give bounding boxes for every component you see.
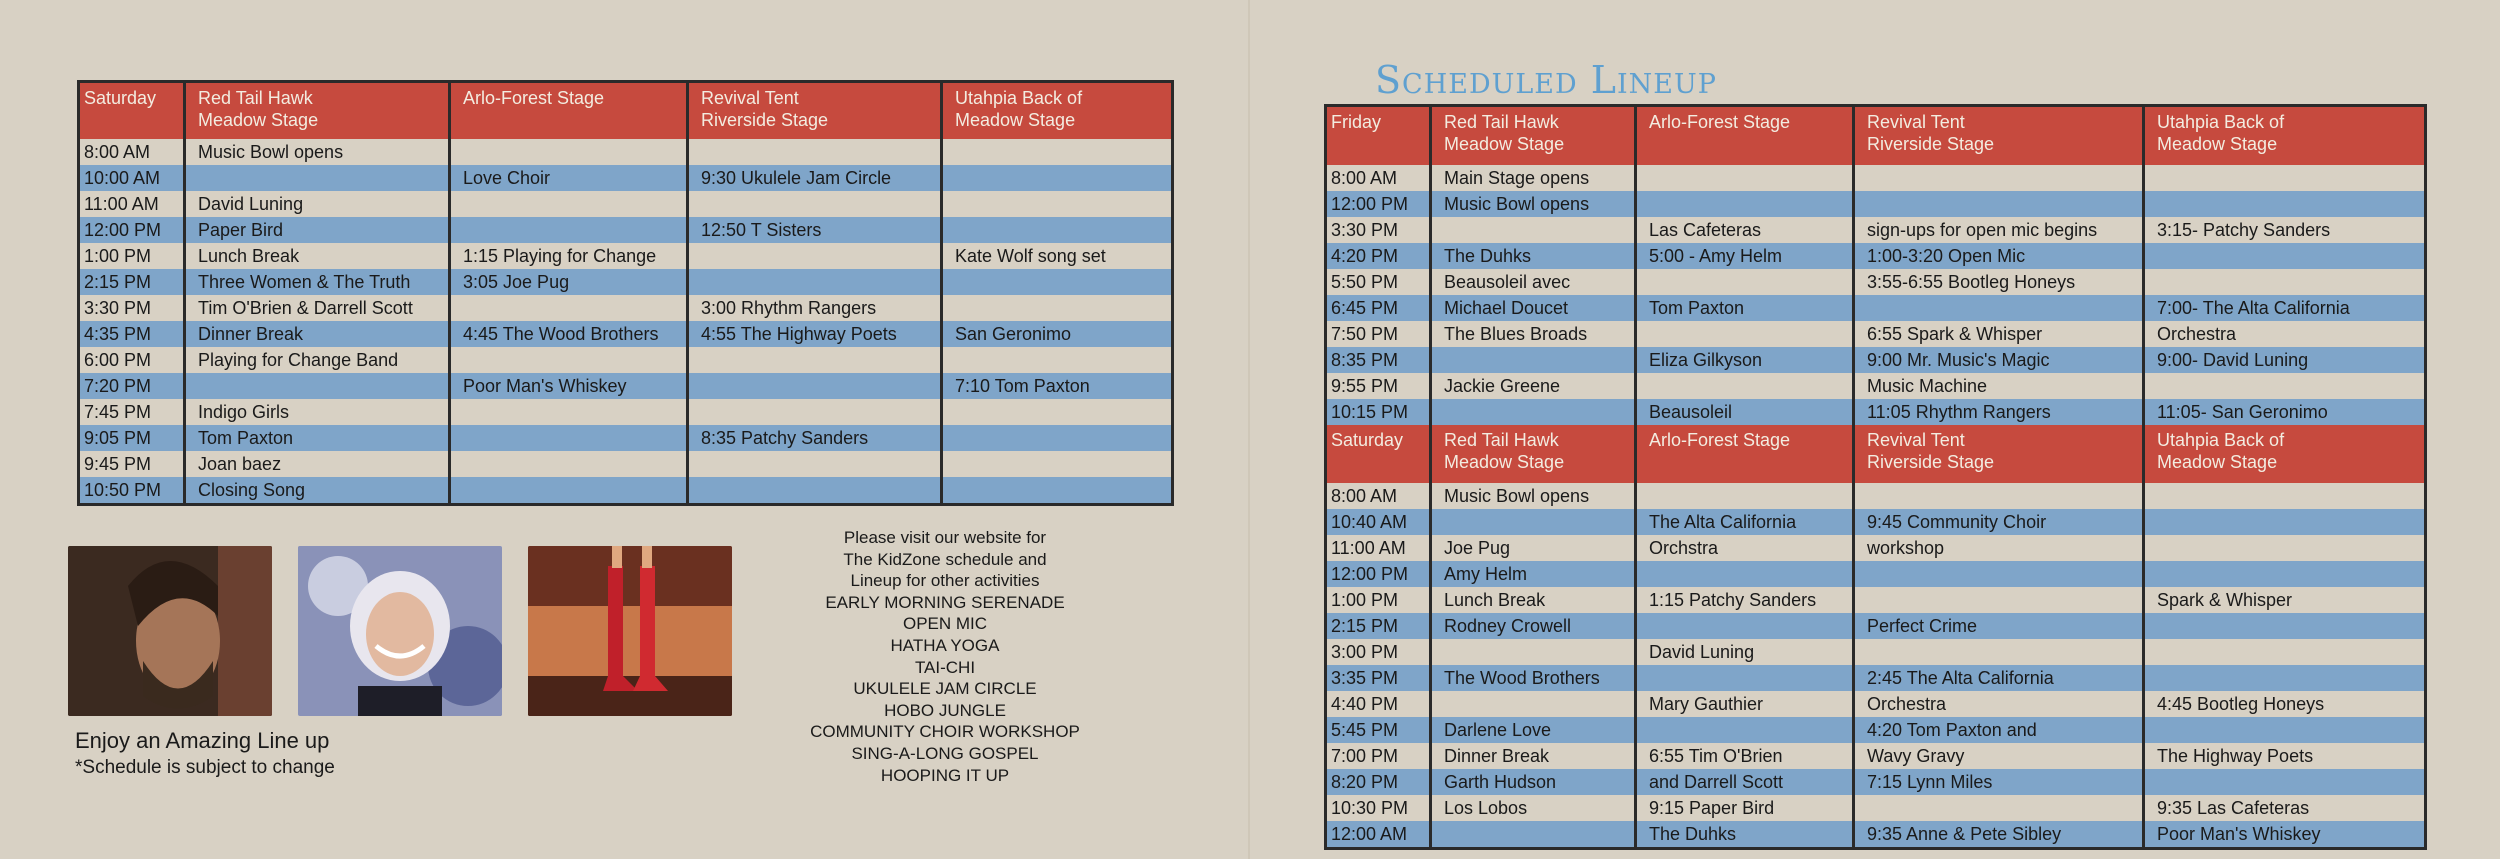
info-line: EARLY MORNING SERENADE [825,592,1065,612]
friday-table-cell [1636,321,1854,347]
friday-header-row [1326,106,2426,166]
friday-table-row [1326,295,2426,321]
saturday-table-cell: 11:00 AM [79,191,185,217]
friday-table-row [1326,269,2426,295]
saturday-table-cell [450,191,688,217]
saturday-right-table-cell [1854,639,2144,665]
info-line: Lineup for other activities [850,571,1040,591]
info-line: Please visit our website for [843,528,1047,547]
saturday-right-table-cell: 4:20 Tom Paxton and [1854,717,2144,743]
friday-table-cell: Las Cafeteras [1636,217,1854,243]
saturday-table-cell [688,399,942,425]
saturday-table-cell: 8:00 AM [79,139,185,165]
saturday-right-table-row [1326,639,2426,665]
friday-table-cell: 5:50 PM [1326,269,1431,295]
saturday-right-table-cell: 7:00 PM [1326,743,1431,769]
saturday-table-row [79,139,1173,165]
friday-table-cell: 5:00 - Amy Helm [1636,243,1854,269]
saturday-table-cell: David Luning [185,191,450,217]
saturday-right-table-cell: 12:00 PM [1326,561,1431,587]
saturday-column-header: Saturday [79,82,185,140]
info-line: The KidZone schedule and [843,549,1047,569]
friday-table-cell: The Blues Broads [1431,321,1636,347]
saturday-right-table-row [1326,535,2426,561]
info-line: TAI-CHI [914,657,976,677]
saturday-column-header: Utahpia Back of Meadow Stage [942,82,1173,140]
saturday-right-table-cell [1431,821,1636,849]
saturday-right-table-cell: The Duhks [1636,821,1854,849]
saturday-table-cell: 1:15 Playing for Change [450,243,688,269]
saturday-table-cell [942,451,1173,477]
saturday-table-cell [450,295,688,321]
saturday-table-cell [688,243,942,269]
saturday-right-table-cell: workshop [1854,535,2144,561]
saturday-right-table-cell: 11:00 AM [1326,535,1431,561]
saturday-table-cell: Paper Bird [185,217,450,243]
saturday-right-table-cell: 10:40 AM [1326,509,1431,535]
saturday-right-table-cell: The Wood Brothers [1431,665,1636,691]
saturday-right-table-cell: Rodney Crowell [1431,613,1636,639]
saturday-table-cell [450,477,688,505]
saturday-right-table-cell [2144,561,2426,587]
friday-table-cell: Eliza Gilkyson [1636,347,1854,373]
saturday-right-table-cell [2144,769,2426,795]
saturday-right-table-row [1326,795,2426,821]
saturday-column-header: Arlo-Forest Stage [450,82,688,140]
friday-table-cell: The Duhks [1431,243,1636,269]
saturday-table-cell: Playing for Change Band [185,347,450,373]
saturday-right-table-cell: The Alta California [1636,509,1854,535]
saturday-table-cell: Music Bowl opens [185,139,450,165]
saturday-right-table-row [1326,691,2426,717]
friday-column-header: Friday [1326,106,1431,166]
saturday-right-table-cell: 1:15 Patchy Sanders [1636,587,1854,613]
saturday-table-cell [942,425,1173,451]
saturday-table-cell: San Geronimo [942,321,1173,347]
saturday-table-row [79,217,1173,243]
caption-disclaimer: *Schedule is subject to change [75,757,335,778]
friday-table-cell: 7:00- The Alta California [2144,295,2426,321]
saturday-table-cell: 9:45 PM [79,451,185,477]
saturday-right-table-cell: 10:30 PM [1326,795,1431,821]
saturday-schedule-table [77,80,1174,506]
saturday-right-table-cell [1431,691,1636,717]
friday-table-cell: 11:05 Rhythm Rangers [1854,399,2144,425]
saturday-right-table-cell: 1:00 PM [1326,587,1431,613]
saturday-right-table-cell: Wavy Gravy [1854,743,2144,769]
saturday-table-cell: Tom Paxton [185,425,450,451]
saturday-table-cell: Three Women & The Truth [185,269,450,295]
saturday-header-row [79,82,1173,140]
friday-table-cell: Music Machine [1854,373,2144,399]
saturday-table-row [79,321,1173,347]
saturday-table-cell: 4:45 The Wood Brothers [450,321,688,347]
friday-table-cell [1854,295,2144,321]
saturday-table-cell [450,217,688,243]
friday-table-cell: 11:05- San Geronimo [2144,399,2426,425]
saturday-table-cell [942,139,1173,165]
friday-saturday-schedule-table [1324,104,2427,850]
friday-table-cell: 8:35 PM [1326,347,1431,373]
saturday-right-table-cell: 7:15 Lynn Miles [1854,769,2144,795]
friday-table-cell: 12:00 PM [1326,191,1431,217]
saturday-table-row [79,191,1173,217]
saturday-table-cell [185,165,450,191]
saturday-right-column-header: Utahpia Back of Meadow Stage [2144,425,2426,483]
friday-table-row [1326,347,2426,373]
saturday-table-row [79,295,1173,321]
info-line: COMMUNITY CHOIR WORKSHOP [810,722,1080,742]
saturday-table-cell: 2:15 PM [79,269,185,295]
saturday-table-cell [688,451,942,477]
saturday-table-cell: Tim O'Brien & Darrell Scott [185,295,450,321]
saturday-table-row [79,477,1173,505]
saturday-table-cell: 12:00 PM [79,217,185,243]
saturday-table-cell: Indigo Girls [185,399,450,425]
saturday-right-table-cell: 9:35 Las Cafeteras [2144,795,2426,821]
friday-table-cell: 1:00-3:20 Open Mic [1854,243,2144,269]
saturday-right-table-cell: Darlene Love [1431,717,1636,743]
friday-column-header: Revival Tent Riverside Stage [1854,106,2144,166]
saturday-right-table-cell: Orchstra [1636,535,1854,561]
saturday-right-table-cell: Orchestra [1854,691,2144,717]
saturday-right-table-cell: 2:15 PM [1326,613,1431,639]
friday-column-header: Arlo-Forest Stage [1636,106,1854,166]
saturday-table-cell [688,139,942,165]
saturday-table-row [79,399,1173,425]
saturday-right-table-cell: 4:45 Bootleg Honeys [2144,691,2426,717]
friday-table-row [1326,399,2426,425]
saturday-right-table-cell [1431,639,1636,665]
saturday-right-table-cell: Dinner Break [1431,743,1636,769]
saturday-right-table-cell [1854,561,2144,587]
saturday-table-cell [942,295,1173,321]
friday-table-cell: 6:55 Spark & Whisper [1854,321,2144,347]
friday-table-cell: 4:20 PM [1326,243,1431,269]
friday-table-cell [1636,165,1854,191]
saturday-table-cell: 9:30 Ukulele Jam Circle [688,165,942,191]
info-line: HOOPING IT UP [880,765,1010,785]
saturday-right-table-cell: Garth Hudson [1431,769,1636,795]
friday-table-cell: Music Bowl opens [1431,191,1636,217]
friday-table-cell [1431,347,1636,373]
saturday-right-table-row [1326,587,2426,613]
friday-table-cell: Tom Paxton [1636,295,1854,321]
saturday-table-row [79,243,1173,269]
saturday-right-table-cell [1636,613,1854,639]
friday-table-cell: 8:00 AM [1326,165,1431,191]
friday-table-cell [2144,165,2426,191]
saturday-right-table-cell [2144,717,2426,743]
saturday-table-cell [942,347,1173,373]
saturday-right-table-cell [2144,483,2426,509]
saturday-table-cell [942,269,1173,295]
saturday-right-table-cell: Lunch Break [1431,587,1636,613]
saturday-right-table-row [1326,613,2426,639]
friday-column-header: Utahpia Back of Meadow Stage [2144,106,2426,166]
friday-table-cell [1854,191,2144,217]
saturday-table-cell: 7:10 Tom Paxton [942,373,1173,399]
friday-table-row [1326,191,2426,217]
saturday-right-table-cell: Joe Pug [1431,535,1636,561]
saturday-right-table-cell [1854,795,2144,821]
smiling-woman-photo [298,546,502,716]
lineup-title: Scheduled Lineup [1375,58,1717,102]
saturday-right-column-header: Red Tail Hawk Meadow Stage [1431,425,1636,483]
friday-table-cell: Michael Doucet [1431,295,1636,321]
saturday-table-cell: Closing Song [185,477,450,505]
saturday-table-cell: 10:00 AM [79,165,185,191]
saturday-right-table-cell: 12:00 AM [1326,821,1431,849]
info-line: HATHA YOGA [890,635,1000,655]
saturday-table-cell: 10:50 PM [79,477,185,505]
saturday-table-cell: Lunch Break [185,243,450,269]
saturday-table-cell: 4:35 PM [79,321,185,347]
saturday-table-cell: 4:55 The Highway Poets [688,321,942,347]
saturday-right-table-cell: Poor Man's Whiskey [2144,821,2426,849]
saturday-table-cell [450,399,688,425]
friday-table-cell [1431,399,1636,425]
saturday-table-cell [942,477,1173,505]
saturday-right-table-cell: Music Bowl opens [1431,483,1636,509]
friday-table-cell: 9:00- David Luning [2144,347,2426,373]
saturday-table-cell: 7:20 PM [79,373,185,399]
saturday-table-cell [450,451,688,477]
saturday-table-row [79,269,1173,295]
saturday-right-column-header: Saturday [1326,425,1431,483]
saturday-right-table-cell [1854,483,2144,509]
saturday-right-table-row [1326,665,2426,691]
saturday-right-table-row [1326,717,2426,743]
saturday-right-table-cell: 3:35 PM [1326,665,1431,691]
friday-table-cell: 10:15 PM [1326,399,1431,425]
saturday-table-cell: 12:50 T Sisters [688,217,942,243]
friday-table-cell: 7:50 PM [1326,321,1431,347]
saturday-right-table-cell [1636,717,1854,743]
saturday-right-table-cell: Amy Helm [1431,561,1636,587]
saturday-table-cell: Poor Man's Whiskey [450,373,688,399]
saturday-table-cell [688,191,942,217]
saturday-table-cell [942,399,1173,425]
saturday-table-cell: Joan baez [185,451,450,477]
saturday-right-table-cell: 6:55 Tim O'Brien [1636,743,1854,769]
saturday-table-cell [450,139,688,165]
saturday-table-cell [185,373,450,399]
saturday-right-table-cell: 8:00 AM [1326,483,1431,509]
saturday-right-table-cell: 4:40 PM [1326,691,1431,717]
saturday-table-cell: 3:00 Rhythm Rangers [688,295,942,321]
saturday-right-table-row [1326,769,2426,795]
saturday-right-table-cell [2144,535,2426,561]
saturday-right-table-cell [2144,665,2426,691]
saturday-right-table-cell: 9:35 Anne & Pete Sibley [1854,821,2144,849]
friday-table-cell [1854,165,2144,191]
saturday-column-header: Red Tail Hawk Meadow Stage [185,82,450,140]
saturday-table-row [79,451,1173,477]
saturday-right-column-header: Arlo-Forest Stage [1636,425,1854,483]
friday-table-cell [1431,217,1636,243]
saturday-right-table-cell [1431,509,1636,535]
friday-table-cell: 9:55 PM [1326,373,1431,399]
saturday-table-cell: 3:05 Joe Pug [450,269,688,295]
friday-table-cell [1636,191,1854,217]
saturday-table-cell [688,477,942,505]
saturday-right-table-cell [2144,613,2426,639]
friday-column-header: Red Tail Hawk Meadow Stage [1431,106,1636,166]
friday-table-cell [2144,243,2426,269]
saturday-table-cell: 7:45 PM [79,399,185,425]
red-cowboy-boots-photo [528,546,732,716]
saturday-right-table-cell: 9:45 Community Choir [1854,509,2144,535]
info-line: SING-A-LONG GOSPEL [851,743,1039,763]
saturday-right-header-row [1326,425,2426,483]
saturday-table-cell [688,373,942,399]
saturday-right-table-cell [1636,561,1854,587]
saturday-table-cell [942,217,1173,243]
saturday-right-table-cell: Mary Gauthier [1636,691,1854,717]
saturday-right-table-cell: Perfect Crime [1854,613,2144,639]
friday-table-cell: 3:15- Patchy Sanders [2144,217,2426,243]
saturday-right-table-cell: 2:45 The Alta California [1854,665,2144,691]
saturday-table-row [79,165,1173,191]
friday-table-cell [2144,373,2426,399]
saturday-table-cell: 8:35 Patchy Sanders [688,425,942,451]
saturday-right-table-cell: Spark & Whisper [2144,587,2426,613]
saturday-right-table-cell: 8:20 PM [1326,769,1431,795]
friday-table-cell: Beausoleil avec [1431,269,1636,295]
saturday-right-table-cell: 3:00 PM [1326,639,1431,665]
saturday-table-cell [450,425,688,451]
friday-table-cell [1636,269,1854,295]
saturday-right-table-row [1326,483,2426,509]
saturday-right-table-row [1326,821,2426,849]
saturday-table-cell: 3:30 PM [79,295,185,321]
saturday-right-table-cell: The Highway Poets [2144,743,2426,769]
saturday-right-table-cell [2144,509,2426,535]
friday-table-row [1326,321,2426,347]
saturday-table-cell [942,191,1173,217]
saturday-table-cell [688,347,942,373]
caption-title: Enjoy an Amazing Line up [75,728,330,753]
saturday-right-table-cell [1636,665,1854,691]
friday-table-cell: sign-ups for open mic begins [1854,217,2144,243]
friday-table-cell: Main Stage opens [1431,165,1636,191]
saturday-right-table-cell: and Darrell Scott [1636,769,1854,795]
info-line: OPEN MIC [902,614,988,634]
friday-table-cell: 9:00 Mr. Music's Magic [1854,347,2144,373]
bearded-man-photo [68,546,272,716]
friday-table-cell: Beausoleil [1636,399,1854,425]
friday-table-cell: Jackie Greene [1431,373,1636,399]
saturday-right-table-cell: 5:45 PM [1326,717,1431,743]
saturday-right-table-row [1326,561,2426,587]
saturday-right-table-cell: 9:15 Paper Bird [1636,795,1854,821]
info-line: UKULELE JAM CIRCLE [853,679,1037,699]
saturday-table-cell [942,165,1173,191]
saturday-table-cell: 9:05 PM [79,425,185,451]
saturday-table-cell [450,347,688,373]
saturday-column-header: Revival Tent Riverside Stage [688,82,942,140]
saturday-right-table-row [1326,743,2426,769]
friday-table-row [1326,243,2426,269]
saturday-table-cell: 1:00 PM [79,243,185,269]
saturday-table-cell [688,269,942,295]
saturday-table-row [79,373,1173,399]
friday-table-cell: 6:45 PM [1326,295,1431,321]
saturday-table-cell: Kate Wolf song set [942,243,1173,269]
saturday-right-table-cell: Los Lobos [1431,795,1636,821]
saturday-right-table-cell [1636,483,1854,509]
friday-table-cell [2144,191,2426,217]
saturday-table-cell: 6:00 PM [79,347,185,373]
friday-table-row [1326,217,2426,243]
saturday-right-table-row [1326,509,2426,535]
friday-table-cell [2144,269,2426,295]
saturday-table-cell: Dinner Break [185,321,450,347]
saturday-right-table-cell [1854,587,2144,613]
saturday-table-row [79,425,1173,451]
friday-table-row [1326,373,2426,399]
friday-table-cell: 3:55-6:55 Bootleg Honeys [1854,269,2144,295]
saturday-right-table-cell: David Luning [1636,639,1854,665]
friday-table-cell: Orchestra [2144,321,2426,347]
saturday-right-column-header: Revival Tent Riverside Stage [1854,425,2144,483]
page-fold [1248,0,1250,859]
saturday-right-table-cell [2144,639,2426,665]
saturday-table-cell: Love Choir [450,165,688,191]
activities-info [790,527,1100,786]
friday-table-cell [1636,373,1854,399]
info-line: HOBO JUNGLE [884,700,1006,720]
friday-table-cell: 3:30 PM [1326,217,1431,243]
friday-table-row [1326,165,2426,191]
saturday-table-row [79,347,1173,373]
